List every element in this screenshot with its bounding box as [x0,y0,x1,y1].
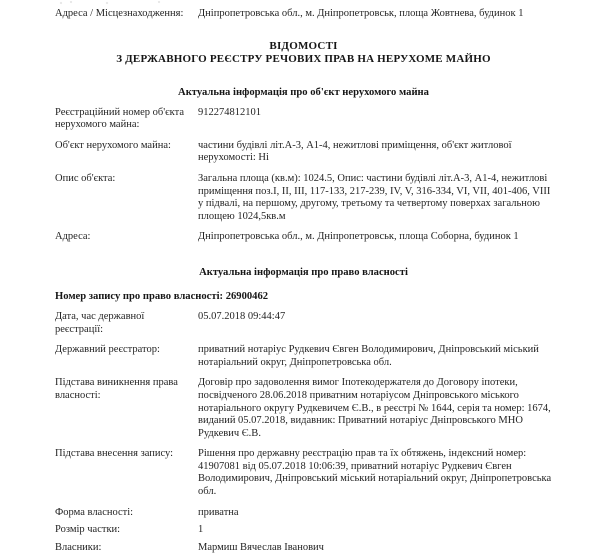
spacer-row [0,336,607,344]
field-value: 1 [198,524,204,536]
spacer-row [0,165,607,173]
spacer-row [0,369,607,377]
spacer-property-heading [0,99,607,107]
property-row-address [0,231,607,244]
header-address-value: Дніпропетровська обл., м. Дніпропетровськ, площа Жовтнева, будинок 1 [198,8,524,19]
ownership-row-basis-of-entry [0,448,607,498]
property-section-heading: Актуальна інформація про об'єкт нерухомого майна [178,86,429,98]
page-title [0,40,607,67]
field-label: Підстава внесення запису: [55,448,174,460]
field-label: Об'єкт нерухомого майна: [55,139,171,151]
field-label: Адреса: [55,231,91,243]
field-value: приватний нотаріус Рудкевич Євген Володимирович, Дніпровський міський нотаріальний округ, Дніпропетровська обл. [198,344,539,368]
ownership-section-heading: Актуальна інформація про право власності [199,266,408,278]
spacer-before-ownership-2 [0,255,607,266]
field-value: 912274812101 [198,106,261,118]
spacer-row [0,499,607,507]
field-value: Мармиш Вячеслав Іванович [198,541,324,553]
field-label: Дата, час державної реєстрації: [55,310,145,335]
spacer-record [0,303,607,311]
spacer-before-title-2 [0,32,607,40]
spacer-after-title-2 [0,78,607,86]
spacer-row [0,440,607,448]
page-title-line-2: З ДЕРЖАВНОГО РЕЄСТРУ РЕЧОВИХ ПРАВ НА НЕРУХОМЕ МАЙНО [116,53,491,66]
field-label: Державний реєстратор: [55,344,160,356]
ownership-record-number: Номер запису про право власності: 26900462 [55,290,269,302]
ownership-row-registration-datetime [0,311,607,336]
spacer-before-title [0,21,607,32]
field-label: Реєстраційний номер об'єкта нерухомого майна: [55,106,184,131]
ownership-row-form-of-ownership [0,507,607,520]
field-label: Підстава виникнення права власності: [55,377,178,401]
ownership-row-registrar [0,344,607,369]
field-value: частини будівлі літ.А-3, А1-4, нежитлові приміщення, об'єкт житлової нерухомості: Ні [198,139,512,164]
field-label: Опис об'єкта: [55,172,116,184]
field-value: Дніпропетровська обл., м. Дніпропетровськ, площа Соборна, будинок 1 [198,231,519,243]
spacer-after-title [0,67,607,78]
field-label: Форма власності: [55,506,134,518]
field-label: Розмір частки: [55,524,121,536]
spacer-top [0,0,607,8]
ownership-row-owners [0,542,607,555]
property-row-description [0,173,607,223]
header-address-row [0,8,607,21]
field-value: Рішення про державну реєстрацію прав та їх обтяжень, індексний номер: 41907081 від 05.07.2018 10:06:39, приватний нотаріус Рудкевич Євген Володимирович, Дніпровський міський нотаріальний округ, Дніпропетровська обл. [198,448,552,498]
page-title-line-1: ВІДОМОСТІ [269,39,338,52]
ownership-row-share-size [0,524,607,537]
spacer-row [0,132,607,140]
header-address-label: Адреса / Місцезнаходження: [55,8,184,19]
property-row-registration-number [0,107,607,132]
property-row-object [0,140,607,165]
field-value: Загальна площа (кв.м): 1024.5, Опис: частини будівлі літ.А-3, А1-4, нежитлові приміщення поз.I, II, III, 117-133, 217-239, IV, V, 316-334, VI, VII, 401-406, VIII у підвалі, на першому, другому, третьому та четвертому поверхах загальною площею 1024,5кв.м [198,172,551,222]
spacer-ownership-heading [0,279,607,290]
field-label: Власники: [55,541,102,553]
field-value: приватна [198,506,239,518]
field-value: Договір про задоволення вимог Іпотекодержателя до Договору іпотеки, посвідченого 28.06.2018 приватним нотаріусом Дніпровського міського нотаріального округу Рудкевичем Є.В., в реєстрі № 1644, серія та номер: 1674, виданий 05.07.2018, видавник: Приватний нотаріус Дніпровського МНО Рудкевич Є.В. [198,377,551,439]
spacer-row [0,223,607,231]
spacer-before-ownership [0,244,607,255]
field-value: 05.07.2018 09:44:47 [198,310,286,322]
ownership-row-basis-of-ownership [0,377,607,440]
